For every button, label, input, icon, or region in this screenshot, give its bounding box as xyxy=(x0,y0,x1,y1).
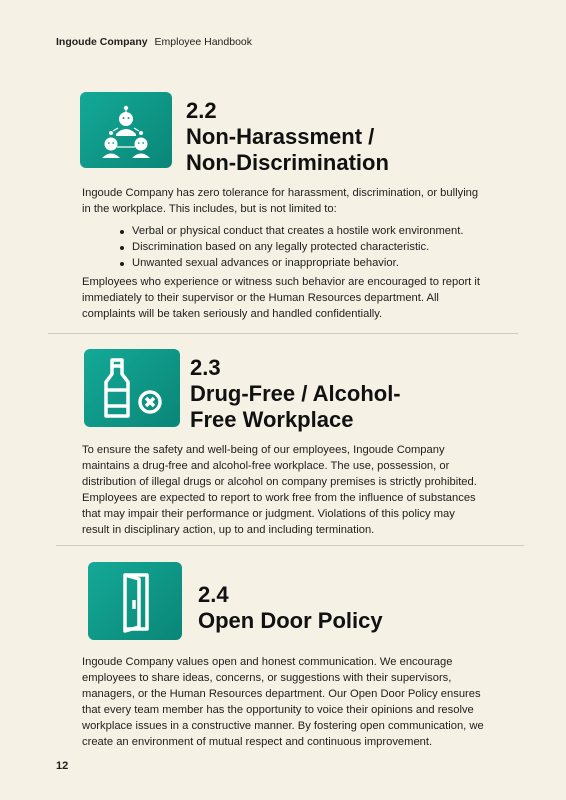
bullet-list xyxy=(118,223,463,271)
list-item: Verbal or physical conduct that creates a hostile work environment. xyxy=(118,223,463,239)
section-outro: Employees who experience or witness such behavior are encouraged to report it immediately to their supervisor or the Human Resources department. All complaints will be taken seriously and handled confidentially. xyxy=(82,276,480,320)
running-header xyxy=(56,36,252,48)
section-heading xyxy=(190,355,401,433)
section-intro: Ingoude Company has zero tolerance for harassment, discrimination, or bullying in the workplace. This includes, but is not limited to: xyxy=(82,187,479,215)
section-title-line: Free Workplace xyxy=(190,407,354,432)
header-company: Ingoude Company xyxy=(56,36,148,48)
section-body: To ensure the safety and well-being of our employees, Ingoude Company maintains a drug-free and alcohol-free workplace. The use, possession, or distribution of illegal drugs or alcohol on company premises is strictly prohibited. Employees are expected to report to work free from the influence of substances that may impair their performance or judgment. Violations of this policy may result in disciplinary action, up to and including termination. xyxy=(82,444,477,536)
section-divider xyxy=(56,545,524,546)
section-heading xyxy=(198,582,383,634)
header-doc-title: Employee Handbook xyxy=(154,36,252,48)
list-item: Discrimination based on any legally protected characteristic. xyxy=(118,239,463,255)
section-title-line: Non-Harassment / xyxy=(186,124,375,149)
people-network-icon xyxy=(80,92,172,168)
section-title-line: Drug-Free / Alcohol- xyxy=(190,381,401,406)
no-alcohol-icon xyxy=(84,349,180,427)
section-divider xyxy=(48,333,518,334)
open-door-icon xyxy=(88,562,182,640)
section-title-line: Open Door Policy xyxy=(198,608,383,633)
list-item: Unwanted sexual advances or inappropriate behavior. xyxy=(118,255,463,271)
section-title-line: Non-Discrimination xyxy=(186,150,389,175)
section-heading xyxy=(186,98,389,176)
section-number: 2.3 xyxy=(190,355,221,380)
section-body: Ingoude Company values open and honest communication. We encourage employees to share ideas, concerns, or suggestions with their supervisors, managers, or the Human Resources department. Our Open Door Policy ensures that every team member has the opportunity to voice their opinions and resolve workplace issues in a constructive manner. By fostering open communication, we create an environment of mutual respect and continuous improvement. xyxy=(82,656,484,748)
section-number: 2.4 xyxy=(198,582,229,607)
section-number: 2.2 xyxy=(186,98,217,123)
page-number: 12 xyxy=(56,760,69,772)
